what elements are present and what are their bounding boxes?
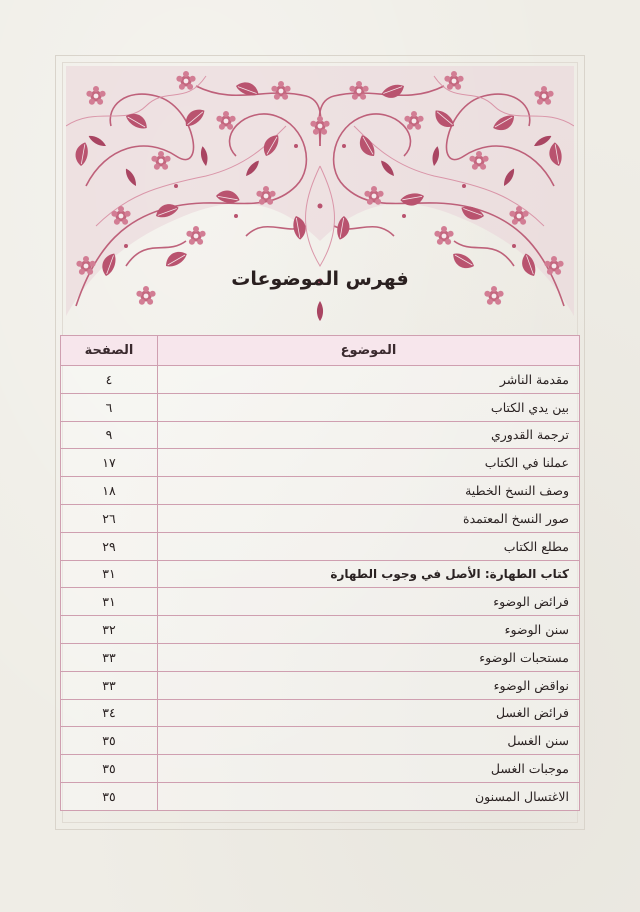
toc-page-number: ٢٩ [61,532,158,560]
table-row [61,560,580,588]
table-row [61,588,580,616]
column-header-page: الصفحة [61,336,158,366]
toc-topic: الاغتسال المسنون [158,782,580,810]
table-row [61,393,580,421]
table-row [61,643,580,671]
toc-page-number: ٣٣ [61,671,158,699]
table-row [61,782,580,810]
toc-page-number: ٩ [61,421,158,449]
toc-page-number: ٢٦ [61,504,158,532]
toc-page-number: ٣٥ [61,727,158,755]
table-row [61,477,580,505]
toc-topic: سنن الوضوء [158,616,580,644]
toc-topic: وصف النسخ الخطية [158,477,580,505]
toc-page-number: ٣٢ [61,616,158,644]
table-row [61,504,580,532]
toc-page-number: ١٨ [61,477,158,505]
toc-topic: نواقض الوضوء [158,671,580,699]
toc-topic: موجبات الغسل [158,755,580,783]
table-header-row [61,336,580,366]
toc-topic: بين يدي الكتاب [158,393,580,421]
table-row [61,532,580,560]
toc-page-number: ٣٥ [61,755,158,783]
table-row [61,366,580,394]
toc-topic: صور النسخ المعتمدة [158,504,580,532]
toc-topic: مستحبات الوضوء [158,643,580,671]
toc-page-number: ٣١ [61,588,158,616]
toc-page-number: ٣٤ [61,699,158,727]
page-title: فهرس الموضوعات [231,268,409,290]
toc-topic: فرائض الوضوء [158,588,580,616]
table-row [61,616,580,644]
table-row [61,671,580,699]
toc-page-number: ١٧ [61,449,158,477]
toc-page-number: ٤ [61,366,158,394]
toc-topic: كتاب الطهارة: الأصل في وجوب الطهارة [158,560,580,588]
table-row [61,421,580,449]
toc-page-number: ٣٥ [61,782,158,810]
table-row [61,727,580,755]
toc-topic: مقدمة الناشر [158,366,580,394]
toc-page-number: ٣١ [61,560,158,588]
toc-topic: مطلع الكتاب [158,532,580,560]
table-row [61,755,580,783]
table-row [61,699,580,727]
toc-body [61,366,580,811]
column-header-topic: الموضوع [158,336,580,366]
toc-topic: سنن الغسل [158,727,580,755]
toc-topic: فرائض الغسل [158,699,580,727]
toc-page-number: ٦ [61,393,158,421]
toc-topic: ترجمة القدوري [158,421,580,449]
toc-topic: عملنا في الكتاب [158,449,580,477]
toc-page-number: ٣٣ [61,643,158,671]
toc-table [60,335,580,811]
table-row [61,449,580,477]
